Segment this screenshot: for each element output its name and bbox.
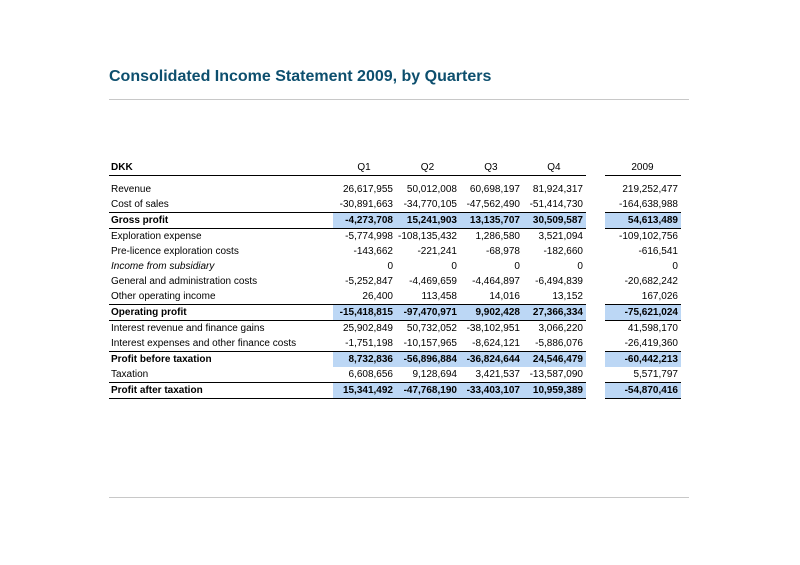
cell-q3: 0 [514,261,520,272]
cell-q3: -36,824,644 [460,352,523,368]
table-row-gross-profit [109,213,681,229]
cell-q2: -34,770,105 [396,197,460,213]
cell-year: 219,252,477 [622,184,678,195]
cell-q2: -56,896,884 [396,352,460,368]
cell-q3: -4,464,897 [472,276,520,287]
table-row-other-operating-income [109,289,681,305]
cell-q1: 8,732,836 [333,352,396,368]
cell-q4: -182,660 [543,246,583,257]
column-header-q1: Q1 [333,159,396,176]
table-row-profit-after-taxation [109,383,681,399]
page-title: Consolidated Income Statement 2009, by Quarters [109,68,492,85]
cell-q2: -97,470,971 [396,305,460,321]
cell-q2: -47,768,190 [396,383,460,399]
footer-divider [109,497,689,498]
cell-q3: 1,286,580 [475,231,520,242]
column-header-year: 2009 [605,159,681,176]
table-row-exploration-expense [109,229,681,245]
row-label: Taxation [109,367,333,383]
cell-year: 0 [672,261,678,272]
cell-q2: 113,458 [396,289,460,305]
cell-q1: 15,341,492 [333,383,396,399]
table-row-income-from-subsidiary [109,259,681,274]
row-label: Pre-licence exploration costs [111,246,239,257]
cell-year: -20,682,242 [624,276,678,287]
cell-q4: 24,546,479 [523,352,586,368]
cell-year: -60,442,213 [605,352,681,368]
cell-year: 41,598,170 [627,323,678,334]
cell-year: -164,638,988 [605,197,681,213]
income-statement-table [109,159,681,399]
cell-q4: 13,152 [523,289,586,305]
cell-q3: -47,562,490 [460,197,523,213]
cell-q1: -30,891,663 [333,197,396,213]
column-header-q2: Q2 [396,159,460,176]
row-label: General and administration costs [111,276,258,287]
cell-q1: -5,774,998 [345,231,393,242]
cell-year: 54,613,489 [605,213,681,229]
cell-q3: -68,978 [486,246,520,257]
cell-year: 5,571,797 [605,367,681,383]
cell-q2: 15,241,903 [396,213,460,229]
row-label: Revenue [111,184,152,195]
cell-q2: 9,128,694 [396,367,460,383]
cell-q3: 13,135,707 [460,213,523,229]
cell-q3: 3,421,537 [460,367,523,383]
cell-year: -26,419,360 [605,336,681,352]
row-label: Profit before taxation [111,354,212,365]
cell-q1: 6,608,656 [333,367,396,383]
cell-q2: -10,157,965 [396,336,460,352]
cell-q2: 50,012,008 [406,184,457,195]
cell-q4: 0 [577,261,583,272]
cell-q1: -5,252,847 [345,276,393,287]
cell-q2: -4,469,659 [409,276,457,287]
row-label: Interest revenue and finance gains [111,323,265,334]
cell-year: -54,870,416 [605,383,681,399]
cell-q1: 26,617,955 [342,184,393,195]
cell-q4: 30,509,587 [523,213,586,229]
currency-header: DKK [109,159,333,176]
table-row-interest-revenue [109,321,681,337]
cell-q1: -15,418,815 [333,305,396,321]
table-row-general-admin-costs [109,274,681,289]
cell-q4: -51,414,730 [523,197,586,213]
column-header-q3: Q3 [460,159,523,176]
cell-q1: 0 [387,261,393,272]
cell-q2: -221,241 [417,246,457,257]
cell-q2: 0 [451,261,457,272]
table-row-profit-before-taxation [109,352,681,368]
cell-q4: -6,494,839 [535,276,583,287]
cell-q3: -8,624,121 [460,336,523,352]
cell-year: -616,541 [638,246,678,257]
cell-q4: 3,066,220 [538,323,583,334]
cell-year: -109,102,756 [619,231,678,242]
cell-q4: 81,924,317 [532,184,583,195]
cell-q4: 10,959,389 [523,383,586,399]
row-label: Interest expenses and other finance costs [109,336,333,352]
cell-q4: -13,587,090 [523,367,586,383]
cell-q2: -108,135,432 [398,231,457,242]
cell-q4: 27,366,334 [523,305,586,321]
cell-q2: 50,732,052 [406,323,457,334]
cell-q1: 25,902,849 [342,323,393,334]
cell-q3: 9,902,428 [460,305,523,321]
header-divider [109,99,689,100]
row-label: Cost of sales [109,197,333,213]
table-row-cost-of-sales [109,197,681,213]
cell-q1: -1,751,198 [333,336,396,352]
table-row-interest-expenses [109,336,681,352]
table-row-revenue [109,182,681,197]
row-label: Exploration expense [111,231,202,242]
cell-q3: -38,102,951 [466,323,520,334]
row-label: Operating profit [109,305,333,321]
cell-q1: -143,662 [353,246,393,257]
cell-q3: 60,698,197 [469,184,520,195]
table-row-taxation [109,367,681,383]
cell-q3: -33,403,107 [460,383,523,399]
row-label: Income from subsidiary [111,261,215,272]
cell-q3: 14,016 [460,289,523,305]
table-header-row [109,159,681,176]
cell-q4: -5,886,076 [523,336,586,352]
cell-year: 167,026 [605,289,681,305]
cell-q4: 3,521,094 [538,231,583,242]
cell-year: -75,621,024 [605,305,681,321]
column-header-q4: Q4 [523,159,586,176]
cell-q1: -4,273,708 [333,213,396,229]
row-label: Gross profit [109,213,333,229]
table-row-operating-profit [109,305,681,321]
table-row-pre-licence-exploration-costs [109,244,681,259]
cell-q1: 26,400 [333,289,396,305]
row-label: Other operating income [109,289,333,305]
row-label: Profit after taxation [109,383,333,399]
